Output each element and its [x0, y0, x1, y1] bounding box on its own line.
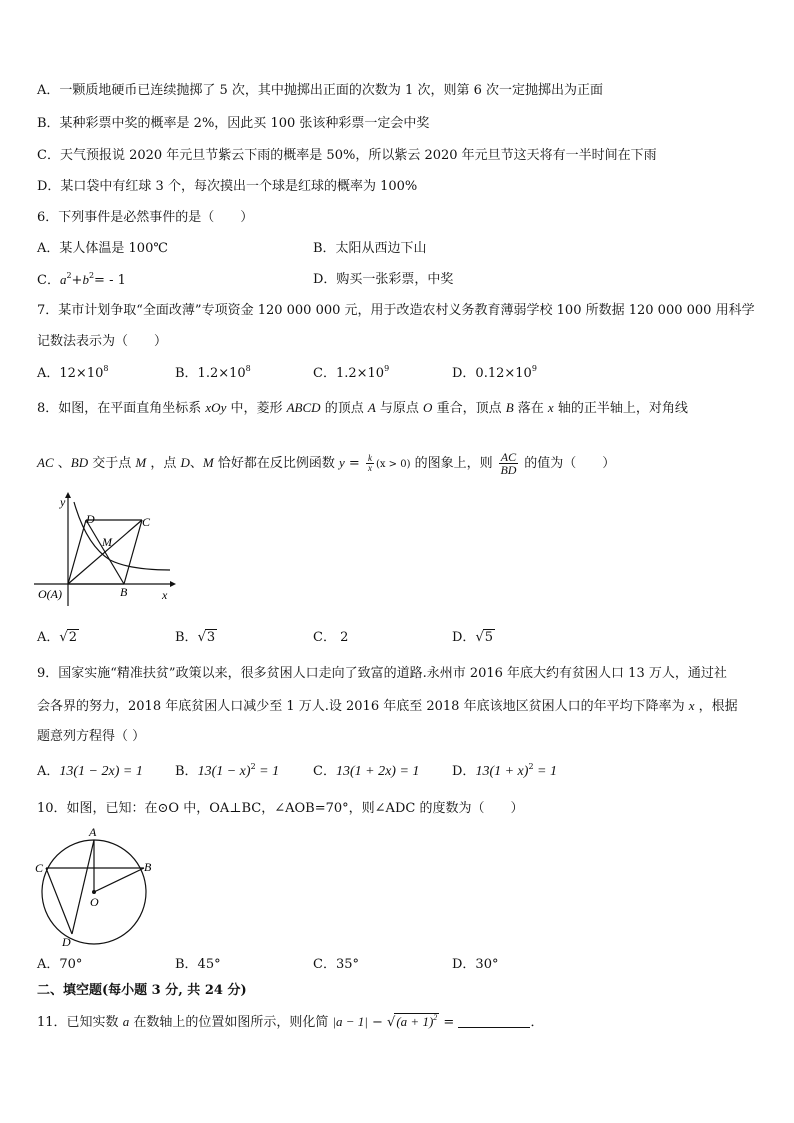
- q10-stem: 10．如图，已知：在⊙O 中，OA⊥BC，∠AOB=70°，则∠ADC 的度数为（ ）: [37, 801, 524, 816]
- q7-stem-line2: 记数法表示为（ ）: [37, 334, 168, 349]
- q10-option-b: B．45°: [175, 957, 221, 972]
- q7-option-c: C．$1.2\times 10^9$: [313, 364, 390, 381]
- q10-fig-label-o: O: [90, 895, 99, 909]
- q8-option-a: A．√2: [37, 630, 77, 645]
- q6-option-b: B．太阳从西边下山: [313, 241, 427, 256]
- q10-option-c: C．35°: [313, 957, 359, 972]
- q5-option-c: C．天气预报说 2020 年元旦节紫云下雨的概率是 50%，所以紫云 2020 年元旦节这天将有一半时间在下雨: [37, 148, 657, 163]
- q7-stem-line1: 7．某市计划争取“全面改薄”专项资金 120 000 000 元，用于改造农村义务教育薄弱学校 100 所数据 120 000 000 用科学: [37, 303, 755, 318]
- q8-fig-label-x: x: [162, 588, 168, 602]
- q6-option-c: C．$a^2+b^2= - 1$: [37, 271, 126, 288]
- q10-fig-label-d: D: [62, 935, 71, 949]
- q9-option-c: C．13(1 + 2x) = 1: [313, 764, 420, 779]
- q8-rhombus-figure: [30, 490, 180, 610]
- q11-sqrt-expression: $(a + 1)^2$: [396, 1013, 438, 1029]
- q8-fig-label-o: O(A): [38, 587, 62, 601]
- q8-option-d: D．√5: [452, 630, 494, 645]
- q9-stem-line3: 题意列方程得（ ）: [37, 729, 146, 744]
- q5-option-b: B．某种彩票中奖的概率是 2%，因此买 100 张该种彩票一定会中奖: [37, 116, 430, 131]
- q8-fig-label-c: C: [142, 515, 151, 529]
- q8-k-over-x-fraction: $\frac{k}{x}$: [367, 453, 372, 473]
- q10-option-d: D．30°: [452, 957, 499, 972]
- q6-stem: 6．下列事件是必然事件的是（ ）: [37, 210, 254, 225]
- q7-option-d: D．$0.12\times 10^9$: [452, 364, 537, 381]
- q9-option-b: B．$13(1 - x)^2 = 1$: [175, 762, 280, 779]
- q8-stem-line2: AC 、BD 交于点 M ，点 D、M 恰好都在反比例函数 y = $\frac{k}{x}$ (x > 0) 的图象上，则 $\frac{AC}{BD}$ 的值为（ ）: [37, 450, 616, 477]
- q11-stem: 11．已知实数 a 在数轴上的位置如图所示，则化简 $|a - 1| - √(a + 1)^2$ = ．: [37, 1013, 544, 1030]
- section-heading-fill-in: 二、填空题(每小题 3 分, 共 24 分): [37, 983, 247, 998]
- q10-fig-label-c: C: [35, 861, 44, 875]
- q6-option-a: A．某人体温是 100℃: [37, 241, 168, 256]
- q9-stem-line1: 9．国家实施“精准扶贫”政策以来，很多贫困人口走向了致富的道路.永州市 2016 年底大约有贫困人口 13 万人，通过社: [37, 666, 727, 681]
- q6-option-d: D．购买一张彩票，中奖: [313, 272, 454, 287]
- q9-option-a: A．13(1 − 2x) = 1: [37, 764, 143, 779]
- q5-option-a: A．一颗质地硬币已连续抛掷了 5 次，其中抛掷出正面的次数为 1 次，则第 6 次一定抛掷出为正面: [37, 83, 603, 98]
- q9-stem-line2: 会各界的努力，2018 年底贫困人口减少至 1 万人.设 2016 年底至 2018 年底该地区贫困人口的年平均下降率为 x ，根据: [37, 698, 738, 714]
- q7-option-a: A．$12\times 10^8$: [37, 364, 109, 381]
- q8-fig-label-d: D: [86, 512, 95, 526]
- q8-fig-label-m: M: [102, 535, 112, 549]
- q8-option-c: C． 2: [313, 630, 349, 645]
- q11-answer-blank[interactable]: [458, 1014, 530, 1028]
- q9-option-d: D．$13(1 + x)^2 = 1$: [452, 762, 557, 779]
- q8-fig-label-b: B: [120, 585, 128, 599]
- q10-fig-label-a: A: [89, 825, 97, 839]
- q7-option-b: B．$1.2\times 10^8$: [175, 364, 251, 381]
- q8-ac-over-bd-fraction: $\frac{AC}{BD}$: [500, 450, 517, 477]
- q10-option-a: A．70°: [37, 957, 83, 972]
- q8-stem-line1: 8．如图，在平面直角坐标系 xOy 中，菱形 ABCD 的顶点 A 与原点 O 重合，顶点 B 落在 x 轴的正半轴上，对角线: [37, 400, 688, 416]
- q5-option-d: D．某口袋中有红球 3 个，每次摸出一个球是红球的概率为 100%: [37, 179, 418, 194]
- q8-option-b: B．√3: [175, 630, 216, 645]
- q10-circle-figure: [30, 822, 160, 952]
- q8-fig-label-y: y: [60, 495, 66, 509]
- q10-fig-label-b: B: [144, 860, 152, 874]
